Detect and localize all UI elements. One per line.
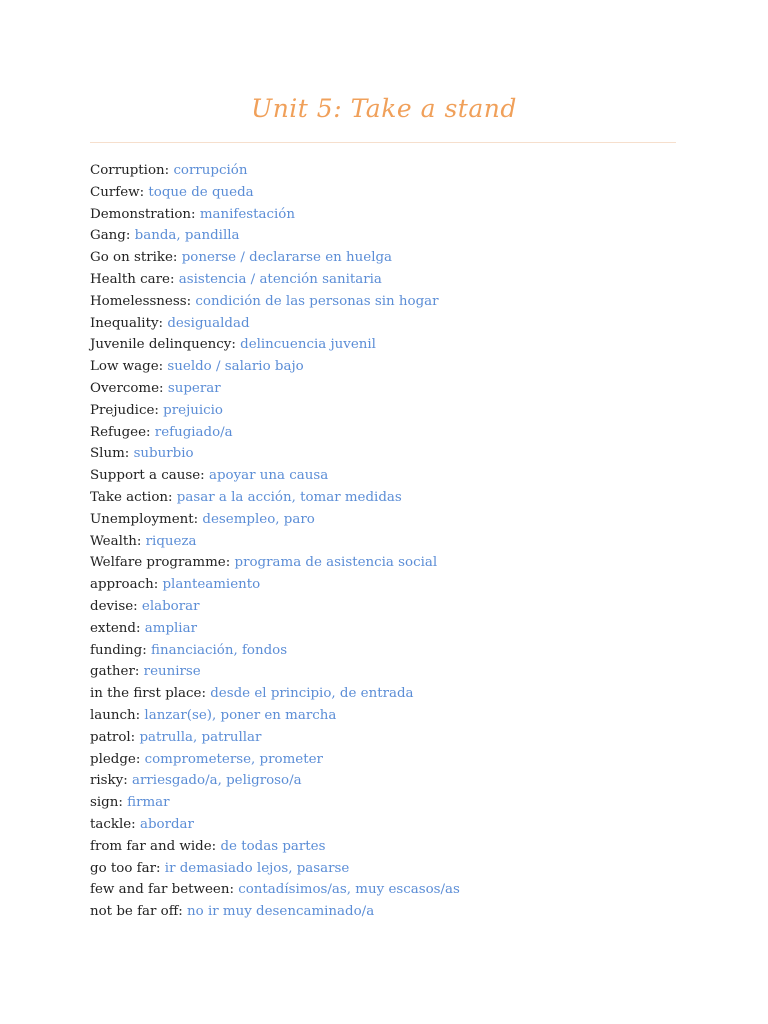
vocab-translation: manifestación: [199, 206, 295, 222]
vocab-translation: delincuencia juvenil: [240, 337, 376, 353]
vocab-term: tackle:: [90, 816, 136, 832]
vocab-term: Juvenile delinquency:: [90, 337, 236, 353]
vocab-translation: comprometerse, prometer: [144, 751, 323, 767]
vocab-term: Unemployment:: [90, 511, 199, 527]
vocab-translation: asistencia / atención sanitaria: [178, 271, 382, 287]
vocab-term: risky:: [90, 773, 128, 789]
vocab-translation: corrupción: [173, 163, 248, 178]
vocab-term: Support a cause:: [90, 468, 205, 484]
vocab-entry: [90, 509, 690, 531]
vocab-translation: condición de las personas sin hogar: [195, 293, 439, 309]
vocab-term: Inequality:: [90, 315, 164, 331]
vocab-entry: [90, 269, 690, 291]
vocab-term: Demonstration:: [90, 206, 196, 222]
vocab-translation: refugiado/a: [154, 424, 233, 440]
vocab-entry: [90, 640, 690, 662]
vocab-translation: programa de asistencia social: [234, 555, 438, 571]
vocab-term: Welfare programme:: [90, 555, 231, 571]
vocab-translation: lanzar(se), poner en marcha: [144, 707, 337, 723]
vocab-term: extend:: [90, 620, 141, 636]
vocab-entry: [90, 836, 690, 858]
vocab-term: go too far:: [90, 860, 161, 876]
vocab-translation: planteamiento: [162, 577, 261, 593]
vocab-translation: no ir muy desencaminado/a: [187, 904, 375, 920]
vocab-translation: desempleo, paro: [202, 511, 315, 527]
vocab-term: devise:: [90, 598, 138, 614]
vocab-entry: [90, 204, 690, 226]
vocab-translation: financiación, fondos: [151, 642, 288, 658]
vocab-term: Prejudice:: [90, 402, 159, 418]
vocab-term: few and far between:: [90, 882, 234, 898]
vocab-term: funding:: [90, 642, 147, 658]
vocab-entry: [90, 727, 690, 749]
vocab-entry: [90, 792, 690, 814]
vocab-translation: banda, pandilla: [134, 228, 240, 244]
vocab-translation: desigualdad: [167, 315, 250, 331]
vocab-translation: superar: [167, 380, 221, 396]
vocab-translation: prejuicio: [163, 402, 223, 418]
vocab-term: Corruption:: [90, 163, 170, 178]
vocab-term: launch:: [90, 707, 141, 723]
vocab-term: Homelessness:: [90, 293, 192, 309]
vocabulary-list: [90, 160, 690, 923]
vocab-entry: [90, 705, 690, 727]
vocab-translation: pasar a la acción, tomar medidas: [176, 489, 402, 505]
vocab-entry: [90, 879, 690, 901]
vocab-entry: [90, 334, 690, 356]
vocab-translation: riqueza: [145, 533, 197, 549]
page-title: Unit 5: Take a stand: [251, 94, 517, 123]
vocab-translation: firmar: [127, 795, 170, 811]
vocab-translation: toque de queda: [148, 184, 254, 200]
vocab-term: gather:: [90, 664, 140, 680]
vocab-entry: [90, 291, 690, 313]
vocab-translation: suburbio: [133, 446, 194, 462]
vocab-term: pledge:: [90, 751, 141, 767]
vocab-entry: [90, 552, 690, 574]
vocab-translation: contadísimos/as, muy escasos/as: [238, 882, 460, 898]
vocab-entry: [90, 160, 690, 182]
vocab-term: Slum:: [90, 446, 130, 462]
vocab-translation: ponerse / declararse en huelga: [181, 250, 393, 266]
vocab-entry: [90, 574, 690, 596]
vocab-translation: arriesgado/a, peligroso/a: [132, 773, 302, 789]
vocab-entry: [90, 901, 690, 923]
vocab-entry: [90, 400, 690, 422]
title-divider: [90, 142, 676, 143]
vocab-entry: [90, 858, 690, 880]
vocab-term: sign:: [90, 795, 123, 811]
vocab-term: from far and wide:: [90, 838, 217, 854]
vocab-translation: ir demasiado lejos, pasarse: [164, 860, 350, 876]
vocab-entry: [90, 661, 690, 683]
vocab-translation: reunirse: [143, 664, 201, 680]
vocab-entry: [90, 618, 690, 640]
vocab-term: Go on strike:: [90, 250, 178, 266]
vocab-term: patrol:: [90, 729, 136, 745]
vocab-translation: abordar: [139, 816, 194, 832]
vocab-term: approach:: [90, 577, 159, 593]
vocab-entry: [90, 225, 690, 247]
vocab-translation: ampliar: [144, 620, 197, 636]
vocab-entry: [90, 378, 690, 400]
vocab-term: Wealth:: [90, 533, 142, 549]
vocab-translation: de todas partes: [220, 838, 326, 854]
vocab-entry: [90, 247, 690, 269]
vocab-entry: [90, 683, 690, 705]
vocab-translation: desde el principio, de entrada: [210, 686, 414, 702]
vocab-term: Health care:: [90, 271, 175, 287]
vocab-translation: apoyar una causa: [208, 468, 329, 484]
vocab-translation: sueldo / salario bajo: [167, 359, 304, 375]
vocab-entry: [90, 749, 690, 771]
vocab-term: Curfew:: [90, 184, 145, 200]
vocab-term: in the first place:: [90, 686, 206, 702]
vocab-entry: [90, 770, 690, 792]
vocab-term: Refugee:: [90, 424, 151, 440]
vocab-term: Take action:: [90, 489, 173, 505]
vocab-entry: [90, 356, 690, 378]
vocab-translation: elaborar: [141, 598, 200, 614]
vocab-translation: patrulla, patrullar: [139, 729, 262, 745]
vocab-entry: [90, 182, 690, 204]
vocab-term: Overcome:: [90, 380, 164, 396]
vocab-entry: [90, 313, 690, 335]
vocab-entry: [90, 487, 690, 509]
vocab-term: Low wage:: [90, 359, 164, 375]
vocab-entry: [90, 814, 690, 836]
vocab-entry: [90, 531, 690, 553]
vocab-term: Gang:: [90, 228, 131, 244]
vocab-term: not be far off:: [90, 904, 183, 920]
vocab-entry: [90, 465, 690, 487]
vocab-entry: [90, 443, 690, 465]
vocab-entry: [90, 422, 690, 444]
vocab-entry: [90, 596, 690, 618]
